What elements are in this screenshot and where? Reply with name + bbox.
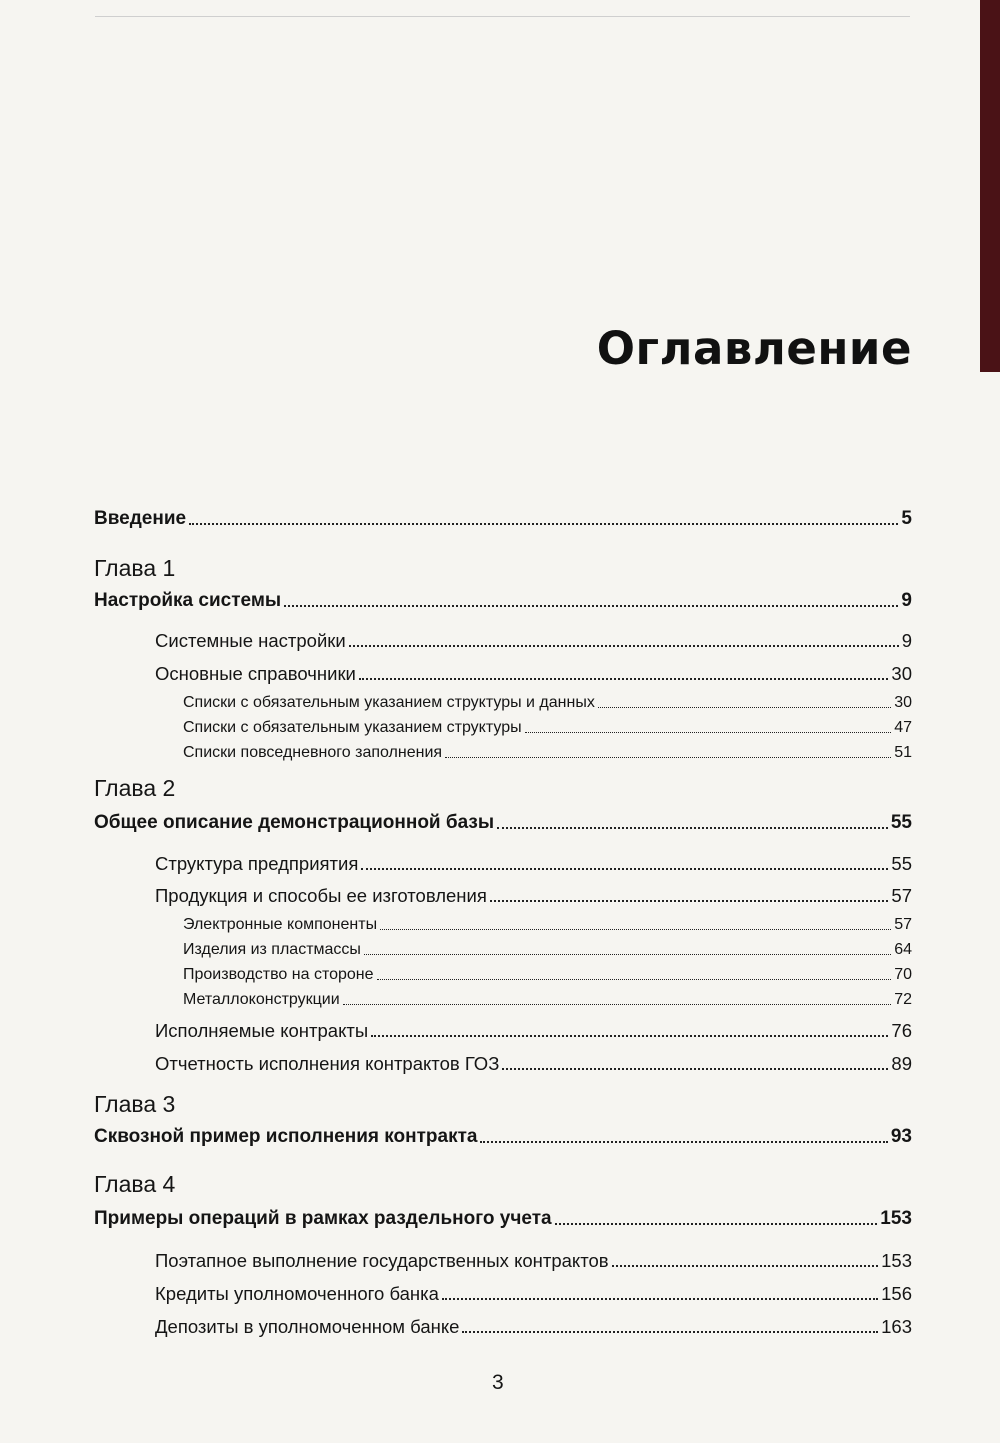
dot-leader xyxy=(462,1331,878,1333)
toc-entry-chapter-title[interactable] xyxy=(94,590,912,612)
toc-subentry[interactable] xyxy=(183,744,912,762)
dot-leader xyxy=(349,645,899,647)
chapter-heading: Глава 4 xyxy=(94,1171,176,1197)
dot-leader xyxy=(284,605,898,607)
toc-entry-label: Списки с обязательным указанием структуры и данных xyxy=(183,694,595,711)
toc-entry-label: Отчетность исполнения контрактов ГОЗ xyxy=(155,1053,500,1074)
toc-entry-page: 153 xyxy=(881,1250,912,1271)
dot-leader xyxy=(598,707,891,708)
toc-entry-page: 9 xyxy=(901,630,912,651)
toc-entry-page: 51 xyxy=(894,744,912,761)
toc-entry-label: Электронные компоненты xyxy=(183,916,378,933)
toc-entry-page: 9 xyxy=(901,590,912,611)
dot-leader xyxy=(442,1298,878,1300)
toc-subentry[interactable] xyxy=(183,966,912,984)
toc-entry-label: Системные настройки xyxy=(155,630,346,651)
chapter-heading: Глава 2 xyxy=(94,775,176,801)
toc-entry[interactable] xyxy=(155,853,912,875)
toc-entry-label: Производство на стороне xyxy=(183,966,374,983)
toc-entry-label: Продукция и способы ее изготовления xyxy=(155,885,487,906)
dot-leader xyxy=(380,929,891,930)
page-title: Оглавление xyxy=(596,322,912,375)
toc-entry-label: Поэтапное выполнение государственных контрактов xyxy=(155,1250,609,1271)
dot-leader xyxy=(497,827,888,829)
dot-leader xyxy=(502,1068,888,1070)
toc-entry-label: Изделия из пластмассы xyxy=(183,941,361,958)
toc-entry-page: 64 xyxy=(894,941,912,958)
toc-entry-label: Примеры операций в рамках раздельного учета xyxy=(94,1208,552,1229)
chapter-heading: Глава 3 xyxy=(94,1091,176,1117)
toc-entry-page: 57 xyxy=(891,885,912,906)
toc-entry-label: Общее описание демонстрационной базы xyxy=(94,812,495,833)
page-number: 3 xyxy=(492,1371,504,1394)
toc-entry-chapter-title[interactable] xyxy=(94,1208,912,1230)
toc-entry-chapter-title[interactable] xyxy=(94,1126,912,1148)
toc-entry-label: Настройка системы xyxy=(94,590,282,611)
toc-subentry[interactable] xyxy=(183,916,912,934)
dot-leader xyxy=(377,979,892,980)
chapter-heading: Глава 1 xyxy=(94,555,176,581)
dot-leader xyxy=(359,678,889,680)
toc-entry-label: Сквозной пример исполнения контракта xyxy=(94,1126,478,1147)
toc-entry-page: 30 xyxy=(894,694,912,711)
toc-entry-label: Кредиты уполномоченного банка xyxy=(155,1283,439,1304)
toc-entry-page: 55 xyxy=(891,853,912,874)
header-rule xyxy=(95,16,910,17)
dot-leader xyxy=(371,1035,888,1037)
dot-leader xyxy=(364,954,891,955)
toc-entry-label: Введение xyxy=(94,508,187,529)
dot-leader xyxy=(445,757,891,758)
toc-entry-page: 156 xyxy=(881,1283,912,1304)
toc-entry-page: 76 xyxy=(891,1020,912,1041)
toc-entry-page: 47 xyxy=(894,719,912,736)
toc-entry[interactable] xyxy=(155,1250,912,1272)
toc-entry[interactable] xyxy=(155,1020,912,1042)
toc-entry-label: Списки повседневного заполнения xyxy=(183,744,443,761)
toc-entry-page: 5 xyxy=(901,508,912,529)
toc-entry-page: 72 xyxy=(894,991,912,1008)
toc-entry-label: Депозиты в уполномоченном банке xyxy=(155,1316,460,1337)
toc-entry-label: Металлоконструкции xyxy=(183,991,340,1008)
toc-entry-page: 153 xyxy=(880,1208,912,1229)
toc-entry-chapter-title[interactable] xyxy=(94,812,912,834)
dot-leader xyxy=(361,868,888,870)
toc-entry-page: 55 xyxy=(890,812,912,833)
toc-entry-page: 163 xyxy=(881,1316,912,1337)
toc-entry-intro[interactable] xyxy=(94,508,912,530)
toc-entry-page: 70 xyxy=(894,966,912,983)
toc-subentry[interactable] xyxy=(183,694,912,712)
dot-leader xyxy=(490,900,889,902)
toc-entry[interactable] xyxy=(155,630,912,652)
toc-entry-label: Списки с обязательным указанием структуры xyxy=(183,719,522,736)
toc-entry-label: Структура предприятия xyxy=(155,853,359,874)
toc-entry-page: 30 xyxy=(891,663,912,684)
toc-entry-page: 93 xyxy=(890,1126,912,1147)
toc-entry[interactable] xyxy=(155,885,912,907)
toc-entry-page: 89 xyxy=(891,1053,912,1074)
dot-leader xyxy=(189,523,898,525)
toc-entry[interactable] xyxy=(155,1283,912,1305)
toc-entry[interactable] xyxy=(155,663,912,685)
dot-leader xyxy=(480,1141,887,1143)
dot-leader xyxy=(555,1223,878,1225)
dot-leader xyxy=(525,732,892,733)
toc-entry-label: Основные справочники xyxy=(155,663,356,684)
toc-subentry[interactable] xyxy=(183,719,912,737)
dot-leader xyxy=(343,1004,892,1005)
dot-leader xyxy=(612,1265,879,1267)
edge-color-bar xyxy=(980,0,1000,372)
toc-subentry[interactable] xyxy=(183,941,912,959)
toc-entry-page: 57 xyxy=(894,916,912,933)
toc-entry-label: Исполняемые контракты xyxy=(155,1020,369,1041)
toc-entry[interactable] xyxy=(155,1053,912,1075)
toc-entry[interactable] xyxy=(155,1316,912,1338)
toc-subentry[interactable] xyxy=(183,991,912,1009)
